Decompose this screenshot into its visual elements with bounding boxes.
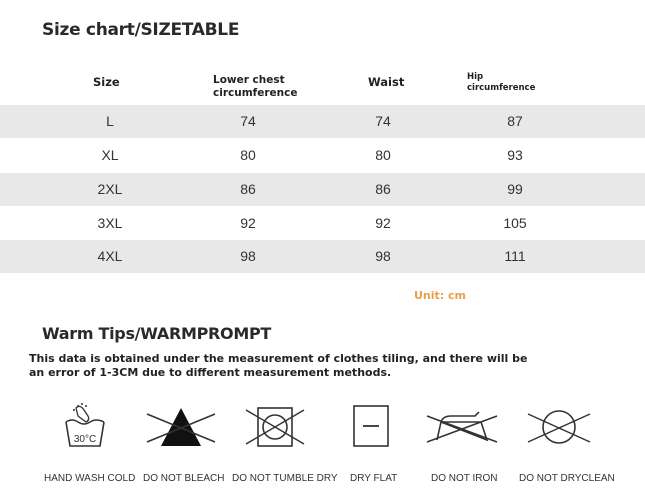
header-chest-line1: Lower chest: [213, 74, 285, 86]
header-waist: Waist: [368, 75, 405, 89]
header-size: Size: [93, 75, 120, 89]
cell-chest: 98: [240, 248, 256, 264]
label-no-dryclean: DO NOT DRYCLEAN: [519, 473, 615, 484]
cell-waist: 74: [375, 113, 391, 129]
header-hip: [467, 72, 535, 94]
cell-chest: 92: [240, 215, 256, 231]
no-iron-icon: [425, 402, 515, 462]
header-chest: [213, 74, 297, 100]
table-row: [0, 139, 645, 172]
table-row: [0, 207, 645, 240]
label-hand-wash: HAND WASH COLD: [44, 473, 136, 484]
header-hip-line2: circumference: [467, 83, 536, 93]
cell-hip: 93: [507, 147, 523, 163]
label-dry-flat: DRY FLAT: [350, 473, 398, 484]
cell-size: 3XL: [97, 215, 123, 231]
no-tumble-dry-icon: [244, 402, 334, 462]
cell-chest: 86: [240, 181, 256, 197]
no-bleach-icon: [145, 402, 235, 462]
cell-waist: 80: [375, 147, 391, 163]
wash-temp: 30°C: [73, 434, 97, 445]
label-no-iron: DO NOT IRON: [431, 473, 498, 484]
table-row: [0, 105, 645, 138]
header-hip-line1: Hip: [467, 72, 484, 82]
header-chest-line2: circumference: [213, 87, 298, 99]
cell-size: XL: [101, 147, 119, 163]
unit-label: Unit: cm: [414, 289, 467, 302]
label-no-bleach: DO NOT BLEACH: [143, 473, 225, 484]
no-dryclean-icon: [526, 402, 616, 462]
cell-hip: 111: [504, 248, 526, 264]
cell-chest: 80: [240, 147, 256, 163]
cell-waist: 92: [375, 215, 391, 231]
cell-waist: 98: [375, 248, 391, 264]
cell-hip: 99: [507, 181, 523, 197]
cell-size: 2XL: [97, 181, 123, 197]
cell-waist: 86: [375, 181, 391, 197]
page-title: Size chart/SIZETABLE: [42, 20, 240, 40]
label-no-tumble: DO NOT TUMBLE DRY: [232, 473, 338, 484]
table-row: [0, 240, 645, 273]
cell-size: L: [106, 113, 114, 129]
cell-hip: 87: [507, 113, 523, 129]
table-row: [0, 173, 645, 206]
cell-chest: 74: [240, 113, 256, 129]
tips-note: This data is obtained under the measurement of clothes tiling, and there will be an error of 1-3CM due to different measurement methods.: [29, 352, 528, 379]
cell-size: 4XL: [97, 248, 123, 264]
tips-title: Warm Tips/WARMPROMPT: [42, 324, 271, 343]
cell-hip: 105: [503, 215, 527, 231]
hand-wash-icon: [60, 402, 150, 462]
